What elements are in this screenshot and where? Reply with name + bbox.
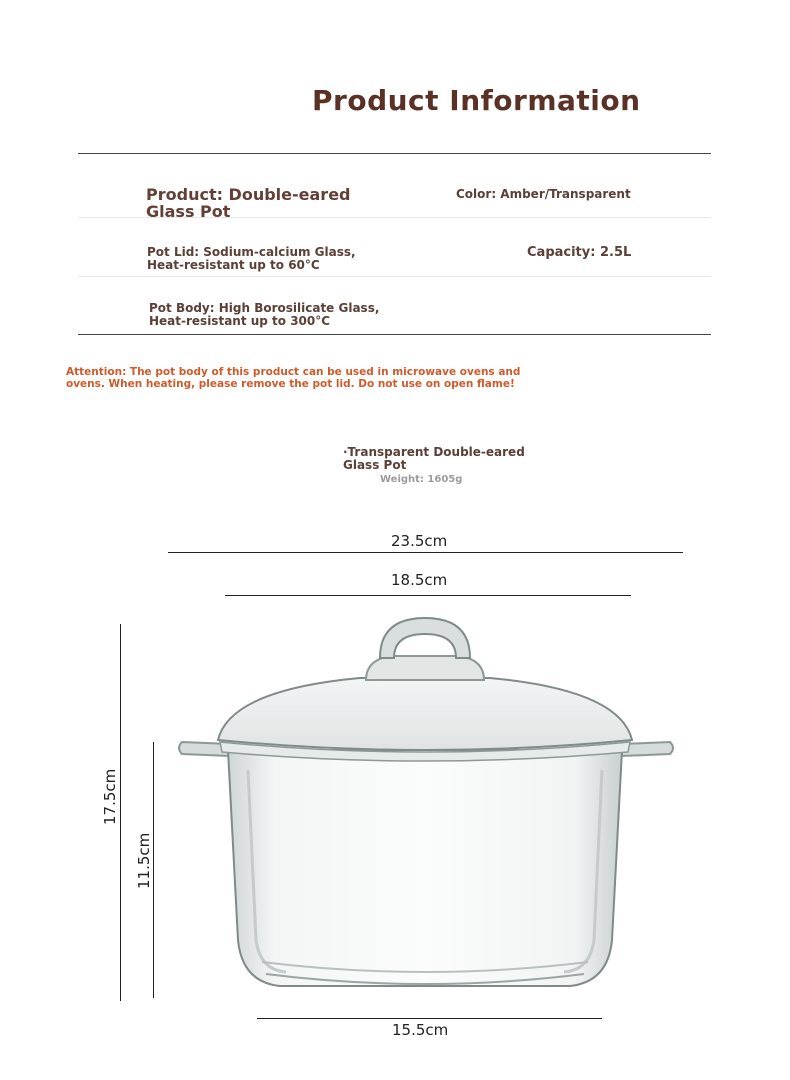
dimension-base-width-label: 15.5cm bbox=[392, 1021, 449, 1039]
table-top-rule bbox=[78, 153, 711, 154]
dimension-overall-width-line bbox=[168, 552, 683, 553]
spec-capacity: Capacity: 2.5L bbox=[527, 245, 632, 260]
dimension-body-height-label: 11.5cm bbox=[135, 832, 153, 889]
dimension-overall-width-label: 23.5cm bbox=[391, 532, 448, 550]
spec-color: Color: Amber/Transparent bbox=[456, 187, 631, 201]
glass-pot-illustration bbox=[170, 610, 685, 1005]
dimension-total-height-line bbox=[120, 624, 121, 1001]
dimension-lid-width-label: 18.5cm bbox=[391, 571, 448, 589]
page-title: Product Information bbox=[312, 84, 641, 117]
product-caption-name: ·Transparent Double-eared Glass Pot bbox=[343, 445, 525, 472]
table-bottom-rule bbox=[78, 334, 711, 335]
dimension-total-height-label: 17.5cm bbox=[101, 768, 119, 825]
dimension-base-width-line bbox=[257, 1018, 602, 1019]
attention-notice: Attention: The pot body of this product can be used in microwave ovens and ovens. When heating, please remove the pot lid. Do not use on open flame! bbox=[66, 366, 521, 390]
table-row-divider bbox=[78, 276, 711, 277]
dimension-lid-width-line bbox=[225, 595, 631, 596]
spec-pot-body: Pot Body: High Borosilicate Glass, Heat-resistant up to 300°C bbox=[149, 301, 380, 328]
spec-product: Product: Double-eared Glass Pot bbox=[146, 185, 351, 222]
dimension-body-height-line bbox=[153, 742, 154, 998]
spec-pot-lid: Pot Lid: Sodium-calcium Glass, Heat-resistant up to 60°C bbox=[147, 245, 356, 272]
product-caption-weight: Weight: 1605g bbox=[380, 474, 463, 485]
